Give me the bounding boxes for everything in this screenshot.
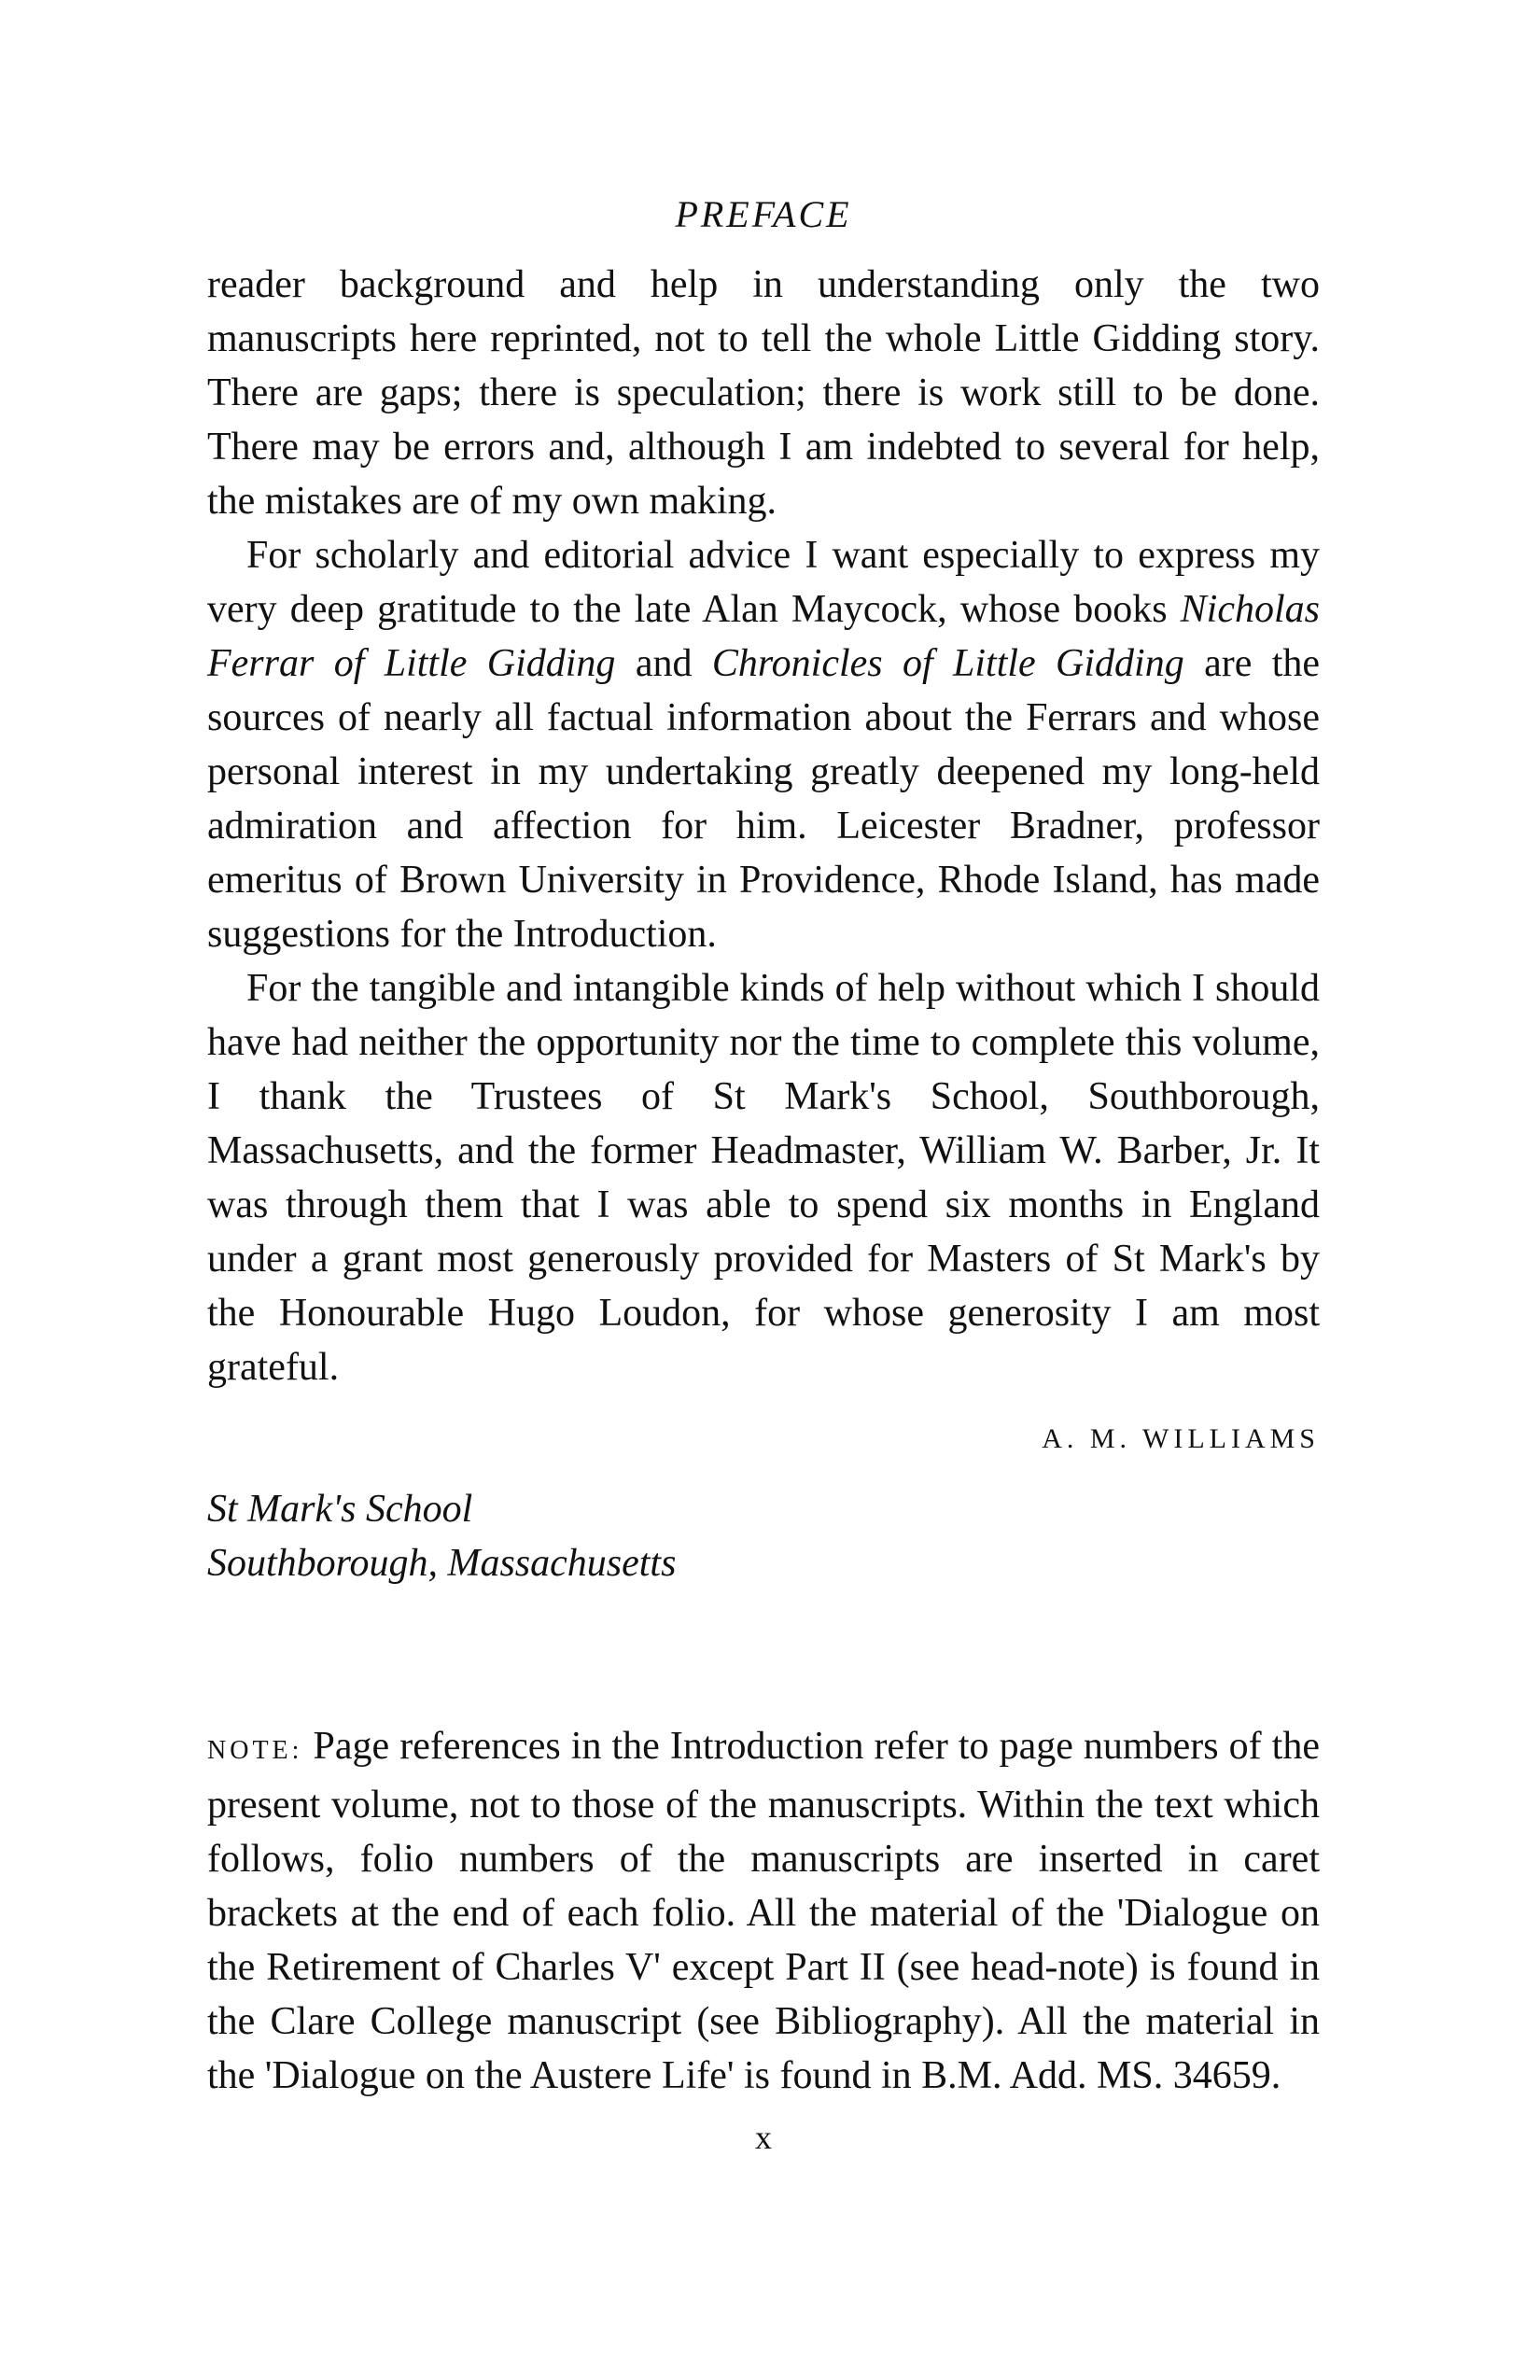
preface-paragraph-2 <box>207 528 1320 961</box>
book-title-chronicles: Chronicles of Little Gidding <box>711 642 1184 685</box>
address-line-2: Southborough, Massachusetts <box>207 1542 677 1585</box>
preface-paragraph-3: For the tangible and intangible kinds of help without which I should have had neither the opportunity nor the time to complete this volume, I thank the Trustees of St Mark's School, Southborough, Massachusetts, and the former Headmaster, William W. Barber, Jr. It was through them that I was able to spend six months in England under a grant most generously provided for Masters of St Mark's by the Honourable Hugo Loudon, for whose generosity I am most grateful. <box>207 967 1320 1389</box>
note-text: Page references in the Introduction refer to page numbers of the present volume, not to those of the manuscripts. Within the text which follows, folio numbers of the manuscripts are inserted in caret brackets at the end of each folio. All the material of the 'Dialogue on the Retirement of Charles V' except Part II (see head-note) is found in the Clare College manuscript (see Bibliography). All the material in the 'Dialogue on the Austere Life' is found in B.M. Add. MS. 34659. <box>207 1725 1320 2097</box>
preface-paragraph-1: reader background and help in understanding only the two manuscripts here reprinted, not to tell the whole Little Gidding story. There are gaps; there is speculation; there is work still to be done. There may be errors and, although I am indebted to several for help, the mistakes are of my own making. <box>207 263 1320 523</box>
address-line-1: St Mark's School <box>207 1488 473 1531</box>
paragraph-2-conjunction: and <box>635 642 693 685</box>
paragraph-2-text-b: are the sources of nearly all factual information about the Ferrars and whose personal interest in my undertaking greatly deepened my long-held admiration and affection for him. Leicester Bradner, professor emeritus of Brown University in Providence, Rhode Island, has made suggestions for the Introduction. <box>207 642 1321 956</box>
editorial-note <box>207 1719 1320 2103</box>
page-number: x <box>755 2119 772 2156</box>
running-head: PREFACE <box>675 193 852 235</box>
note-label: NOTE: <box>207 1736 303 1765</box>
author-address <box>207 1482 1320 1590</box>
paragraph-2-text-a: For scholarly and editorial advice I want especially to express my very deep gratitude to the late Alan Maycock, whose books <box>207 534 1320 631</box>
book-title-nicholas-ferrar: Nicholas Ferrar of Little Gidding <box>207 588 1321 685</box>
author-signature: A. M. WILLIAMS <box>1042 1423 1320 1454</box>
book-page <box>207 187 1321 2156</box>
